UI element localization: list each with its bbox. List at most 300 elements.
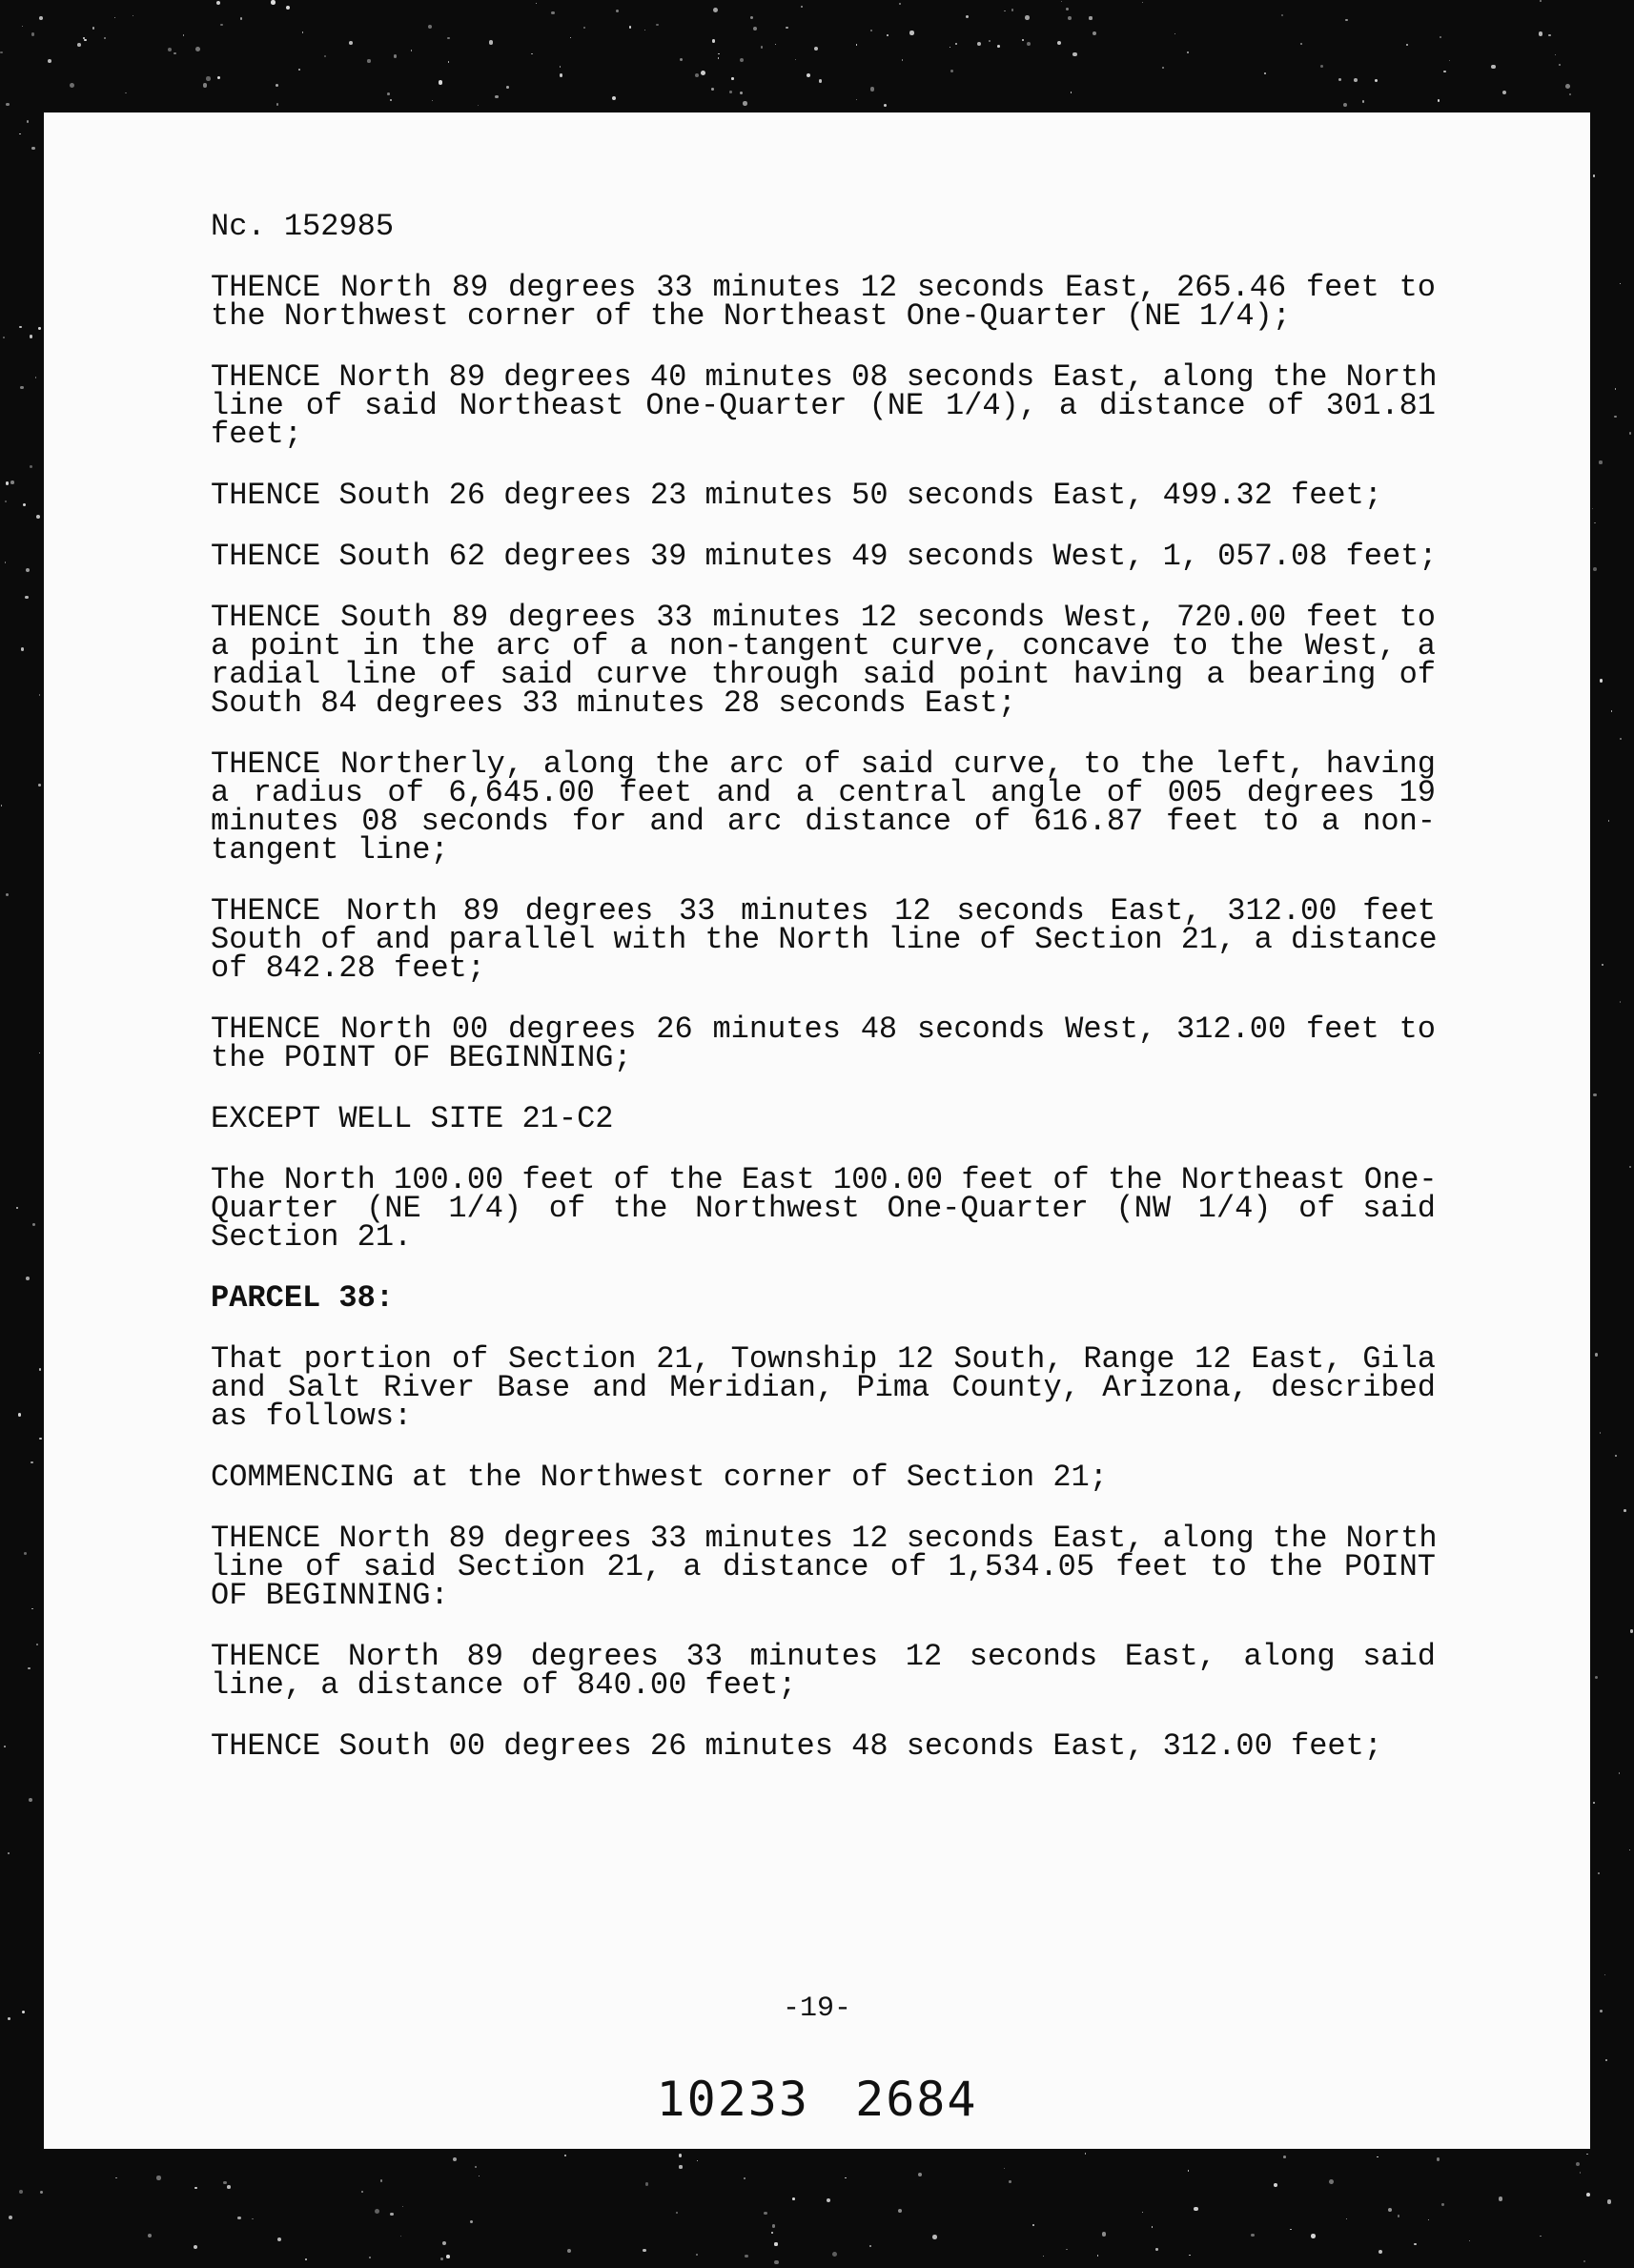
speck xyxy=(428,25,432,29)
speck xyxy=(676,2212,678,2214)
speck xyxy=(18,1413,21,1416)
speck xyxy=(772,2224,775,2227)
speck xyxy=(918,2173,922,2176)
speck xyxy=(506,86,509,89)
speck xyxy=(1629,1849,1630,1850)
speck xyxy=(1194,2207,1198,2212)
speck xyxy=(361,2191,363,2193)
text-line: the Northwest corner of the Northeast One-Quarter (NE 1/4); xyxy=(211,298,1291,334)
speck xyxy=(194,2187,197,2190)
speck xyxy=(206,76,210,80)
text-line: South 84 degrees 33 minutes 28 seconds East; xyxy=(211,685,1016,721)
speck xyxy=(29,1798,32,1802)
speck xyxy=(1599,460,1602,463)
text-line: line of said Section 21, a distance of 1,534.05 feet to the POINT xyxy=(211,1549,1436,1584)
speck xyxy=(1329,2179,1334,2184)
speck xyxy=(966,15,970,19)
speck xyxy=(1569,93,1571,95)
speck xyxy=(1583,2260,1585,2262)
speck xyxy=(38,784,41,787)
speck xyxy=(39,1438,42,1440)
speck xyxy=(1406,44,1409,47)
speck xyxy=(1004,2168,1005,2169)
paragraph xyxy=(211,600,1436,721)
speck xyxy=(1274,2183,1277,2187)
text-line: as follows: xyxy=(211,1399,413,1434)
speck xyxy=(478,105,479,106)
speck xyxy=(697,2160,698,2161)
speck xyxy=(1443,71,1445,72)
speck xyxy=(1437,2157,1440,2161)
speck xyxy=(286,6,291,10)
speck xyxy=(39,694,40,695)
speck xyxy=(156,2176,160,2179)
speck xyxy=(489,40,494,45)
speck xyxy=(26,1277,30,1280)
speck xyxy=(1379,2250,1382,2254)
speck xyxy=(564,2155,566,2156)
speck xyxy=(997,45,1000,48)
speck xyxy=(612,96,616,100)
speck xyxy=(1469,2240,1470,2241)
text-line: PARCEL 38: xyxy=(211,1280,395,1316)
speck xyxy=(375,2209,379,2214)
speck xyxy=(22,2011,25,2013)
speck xyxy=(1032,2224,1034,2226)
speck xyxy=(1559,64,1561,66)
speck xyxy=(1375,79,1378,82)
speck xyxy=(1414,2243,1417,2246)
speck xyxy=(845,2177,846,2178)
speck xyxy=(1611,710,1612,711)
speck xyxy=(644,30,645,31)
speck xyxy=(125,92,126,93)
speck xyxy=(8,2017,10,2020)
speck xyxy=(718,57,719,58)
speck xyxy=(1593,174,1595,176)
paragraph xyxy=(211,270,1436,334)
speck xyxy=(104,37,106,39)
speck xyxy=(223,2181,227,2185)
text-line: THENCE North 89 degrees 33 minutes 12 seconds East, along the North xyxy=(211,1521,1438,1556)
speck xyxy=(1594,522,1595,523)
speck xyxy=(1576,2162,1580,2166)
speck xyxy=(35,377,36,378)
speck xyxy=(1592,508,1593,509)
speck xyxy=(1085,2153,1087,2155)
text-line: a radius of 6,645.00 feet and a central angle of 005 degrees 19 xyxy=(211,775,1436,810)
speck xyxy=(1377,2156,1378,2157)
text-line: a point in the arc of a non-tangent curve, concave to the West, a xyxy=(211,628,1436,664)
speck xyxy=(856,99,857,100)
text-line: line of said Northeast One-Quarter (NE 1/4), a distance of 301.81 xyxy=(211,388,1436,423)
speck xyxy=(349,41,353,45)
page-number: -19- xyxy=(782,1992,851,2025)
speck xyxy=(1388,2208,1392,2212)
speck xyxy=(1620,1001,1622,1003)
speck xyxy=(560,66,561,67)
speck xyxy=(701,71,705,75)
speck xyxy=(731,77,733,79)
speck xyxy=(656,24,659,27)
speck xyxy=(1593,1802,1595,1804)
speck xyxy=(77,43,81,47)
speck xyxy=(31,147,34,150)
speck xyxy=(1593,1093,1596,1096)
speck xyxy=(1565,84,1570,89)
speck xyxy=(31,1608,32,1609)
speck xyxy=(402,2206,403,2207)
speck xyxy=(21,647,25,651)
speck xyxy=(1586,2193,1590,2196)
paragraph xyxy=(211,1639,1436,1703)
speck xyxy=(39,1052,40,1053)
speck xyxy=(1548,34,1551,37)
speck xyxy=(932,2235,937,2239)
speck xyxy=(1188,2170,1190,2172)
speck xyxy=(1264,72,1266,74)
speck xyxy=(1620,738,1622,740)
speck xyxy=(786,27,788,30)
text-line: COMMENCING at the Northwest corner of Section 21; xyxy=(211,1460,1108,1495)
speck xyxy=(1539,31,1543,36)
speck xyxy=(832,2252,837,2257)
speck xyxy=(23,503,26,506)
speck xyxy=(40,2191,43,2194)
speck xyxy=(1620,283,1621,284)
text-line: South of and parallel with the North line of Section 21, a distance xyxy=(211,922,1438,957)
speck xyxy=(1354,78,1358,82)
speck xyxy=(680,58,684,62)
speck xyxy=(6,103,9,106)
speck xyxy=(1097,2255,1099,2257)
speck xyxy=(771,2232,773,2234)
speck xyxy=(92,27,95,30)
speck xyxy=(745,2255,748,2258)
speck xyxy=(696,2254,698,2256)
document-page xyxy=(44,112,1590,2149)
speck xyxy=(447,37,449,39)
speck xyxy=(83,37,85,39)
text-line: THENCE Northerly, along the arc of said curve, to the left, having xyxy=(211,746,1436,782)
speck xyxy=(1604,1974,1606,1976)
speck xyxy=(1155,2248,1157,2250)
text-line: THENCE North 89 degrees 33 minutes 12 seconds East, along said xyxy=(211,1639,1436,1674)
speck xyxy=(1174,33,1175,34)
text-line: THENCE North 89 degrees 33 minutes 12 seconds East, 312.00 feet xyxy=(211,893,1436,929)
speck xyxy=(570,37,571,38)
paragraph xyxy=(211,1011,1436,1075)
speck xyxy=(695,73,699,77)
speck xyxy=(25,596,28,599)
speck xyxy=(1152,2226,1153,2227)
speck xyxy=(643,2249,646,2253)
speck xyxy=(133,15,134,17)
speck xyxy=(305,2258,307,2260)
speck xyxy=(1343,103,1347,107)
speck xyxy=(1025,15,1030,20)
speck xyxy=(495,95,498,98)
speck xyxy=(324,55,326,57)
speck xyxy=(1630,1629,1634,1633)
speck xyxy=(1346,2218,1347,2219)
speck xyxy=(20,386,24,390)
speck xyxy=(1320,65,1323,68)
speck xyxy=(1290,2229,1291,2230)
speck xyxy=(1593,567,1597,571)
speck xyxy=(712,39,715,42)
speck xyxy=(475,2166,476,2167)
speck xyxy=(775,44,776,45)
speck xyxy=(70,83,74,88)
speck xyxy=(440,2258,443,2260)
speck xyxy=(183,34,184,35)
speck xyxy=(1624,1509,1626,1512)
speck xyxy=(909,31,913,34)
speck xyxy=(827,2198,830,2202)
speck xyxy=(856,44,857,45)
speck xyxy=(884,104,888,108)
speck xyxy=(1142,2,1144,4)
speck xyxy=(1438,99,1440,102)
speck xyxy=(1071,92,1072,93)
text-line: That portion of Section 21, Township 12 South, Range 12 East, Gila xyxy=(211,1341,1436,1377)
text-line: THENCE North 00 degrees 26 minutes 48 seconds West, 312.00 feet to xyxy=(211,1011,1436,1047)
speck xyxy=(792,2197,795,2200)
speck xyxy=(1061,1,1062,2)
speck xyxy=(1600,2010,1603,2013)
speck xyxy=(24,1552,27,1555)
speck xyxy=(679,2154,682,2156)
speck xyxy=(446,2255,450,2258)
speck xyxy=(713,8,718,12)
speck xyxy=(369,2257,371,2258)
speck xyxy=(1066,2249,1068,2251)
speck xyxy=(743,101,747,106)
text-line: radial line of said curve through said point having a bearing of xyxy=(211,657,1436,692)
speck xyxy=(28,1667,30,1669)
speck xyxy=(1615,388,1617,390)
speck xyxy=(567,2249,571,2253)
speck xyxy=(367,59,370,62)
speck xyxy=(0,51,3,54)
speck xyxy=(26,568,30,572)
speck xyxy=(1595,1676,1598,1679)
speck xyxy=(551,11,555,15)
speck xyxy=(400,2236,401,2237)
speck xyxy=(39,16,43,20)
text-line: THENCE South 62 degrees 39 minutes 49 seconds West, 1, 057.08 feet; xyxy=(211,539,1438,574)
speck xyxy=(795,59,796,60)
speck xyxy=(32,1223,36,1227)
speck xyxy=(898,2209,902,2213)
text-line: line, a distance of 840.00 feet; xyxy=(211,1667,797,1703)
speck xyxy=(19,133,21,135)
speck xyxy=(276,103,279,106)
speck xyxy=(950,70,953,72)
speck xyxy=(380,2179,382,2181)
speck xyxy=(237,2217,240,2219)
speck xyxy=(870,87,874,91)
speck xyxy=(1499,2196,1502,2200)
speck xyxy=(1441,2203,1443,2205)
speck xyxy=(711,88,714,91)
speck xyxy=(439,80,442,84)
speck xyxy=(4,1746,6,1747)
text-line: EXCEPT WELL SITE 21-C2 xyxy=(211,1101,614,1136)
speck xyxy=(774,2260,779,2265)
speck xyxy=(750,16,753,19)
speck xyxy=(801,6,803,8)
paragraph xyxy=(211,359,1438,452)
speck xyxy=(887,34,888,36)
speck xyxy=(1102,2232,1107,2237)
speck xyxy=(271,0,275,4)
speck xyxy=(174,52,176,55)
paragraph xyxy=(211,746,1436,868)
speck xyxy=(1540,2236,1541,2237)
speck xyxy=(9,2216,12,2219)
speck xyxy=(1066,8,1069,10)
speck xyxy=(1600,679,1603,683)
speck xyxy=(1595,1353,1599,1357)
speck xyxy=(84,39,87,42)
speck xyxy=(1605,2059,1607,2061)
speck xyxy=(1,805,2,806)
speck xyxy=(22,26,23,27)
speck xyxy=(387,92,390,95)
speck xyxy=(1580,2172,1581,2173)
paragraph xyxy=(211,1460,1436,1495)
speck xyxy=(217,76,220,79)
paragraph xyxy=(211,478,1436,513)
text-line: The North 100.00 feet of the East 100.00 feet of the Northeast One- xyxy=(211,1162,1438,1197)
speck xyxy=(1089,16,1092,19)
paragraph xyxy=(211,1341,1436,1434)
paragraph xyxy=(211,1162,1438,1255)
speck xyxy=(276,84,278,87)
paragraph xyxy=(211,1521,1438,1613)
speck xyxy=(1027,42,1031,46)
speck xyxy=(19,2190,23,2194)
speck xyxy=(1022,39,1024,41)
speck xyxy=(902,59,903,60)
speck xyxy=(560,73,562,76)
speck xyxy=(536,3,537,4)
paragraph xyxy=(211,1280,1436,1316)
speck xyxy=(1072,52,1077,57)
speck xyxy=(869,2245,871,2247)
speck xyxy=(216,1,220,5)
speck xyxy=(629,26,631,28)
text-line: THENCE North 89 degrees 40 minutes 08 seconds East, along the North xyxy=(211,359,1438,395)
speck xyxy=(1615,1455,1616,1456)
speck xyxy=(679,2165,682,2168)
speck xyxy=(1428,2219,1430,2221)
speck xyxy=(819,79,822,82)
speck xyxy=(1629,1166,1631,1168)
speck xyxy=(1491,65,1495,69)
speck xyxy=(989,40,990,41)
speck xyxy=(1600,1432,1602,1434)
speck xyxy=(1555,54,1556,55)
speck xyxy=(1619,1772,1620,1773)
document-body xyxy=(211,209,1438,1793)
text-line: Section 21. xyxy=(211,1219,413,1255)
speck xyxy=(114,17,115,18)
text-line: Quarter (NE 1/4) of the Northwest One-Quarter (NW 1/4) of said xyxy=(211,1191,1436,1226)
text-line: of 842.28 feet; xyxy=(211,950,486,986)
speck xyxy=(1251,2234,1255,2237)
speck xyxy=(411,50,412,51)
speck xyxy=(220,24,223,27)
speck xyxy=(1440,36,1441,38)
speck xyxy=(298,69,300,71)
speck xyxy=(1187,51,1189,53)
text-line: OF BEGINNING: xyxy=(211,1578,449,1613)
speck xyxy=(240,17,242,19)
speck xyxy=(977,42,981,46)
speck xyxy=(6,893,9,896)
speck xyxy=(1009,2180,1011,2183)
speck xyxy=(870,30,872,31)
speck xyxy=(168,48,172,51)
speck xyxy=(1540,0,1542,2)
speck xyxy=(814,47,819,51)
speck xyxy=(1300,43,1301,44)
speck xyxy=(729,91,732,93)
speck xyxy=(470,2220,473,2223)
speck xyxy=(394,54,397,57)
speck xyxy=(807,73,810,77)
speck xyxy=(761,46,764,49)
speck xyxy=(1281,14,1283,16)
speck xyxy=(774,2242,777,2245)
speck xyxy=(3,337,5,338)
speck xyxy=(1607,2199,1612,2204)
speck xyxy=(1614,416,1616,418)
speck xyxy=(30,465,32,468)
speck xyxy=(1602,964,1603,966)
speck xyxy=(252,2218,253,2219)
speck xyxy=(115,2177,117,2179)
speck xyxy=(1311,2234,1316,2238)
speck xyxy=(1068,16,1072,20)
speck xyxy=(10,480,14,484)
paragraph xyxy=(211,893,1438,986)
text-line: THENCE South 26 degrees 23 minutes 50 seconds East, 499.32 feet; xyxy=(211,478,1382,513)
speck xyxy=(30,335,32,337)
speck xyxy=(16,1207,18,1209)
speck xyxy=(39,1368,41,1370)
speck xyxy=(195,47,200,51)
speck xyxy=(1502,91,1506,94)
speck xyxy=(1362,100,1365,103)
text-line: and Salt River Base and Meridian, Pima County, Arizona, described xyxy=(211,1370,1436,1405)
text-line: feet; xyxy=(211,417,303,452)
speck xyxy=(31,32,34,35)
speck xyxy=(1057,41,1061,45)
paragraph xyxy=(211,1728,1436,1764)
speck xyxy=(718,53,719,54)
text-line: tangent line; xyxy=(211,832,449,868)
text-line: THENCE South 00 degrees 26 minutes 48 seconds East, 312.00 feet; xyxy=(211,1728,1382,1764)
document-number: Nc. 152985 xyxy=(211,209,395,244)
speck xyxy=(36,1644,37,1645)
text-line: THENCE North 89 degrees 33 minutes 12 seconds East, 265.46 feet to xyxy=(211,270,1436,305)
speck xyxy=(203,83,208,88)
recording-number: 10233 2684 xyxy=(656,2072,978,2127)
